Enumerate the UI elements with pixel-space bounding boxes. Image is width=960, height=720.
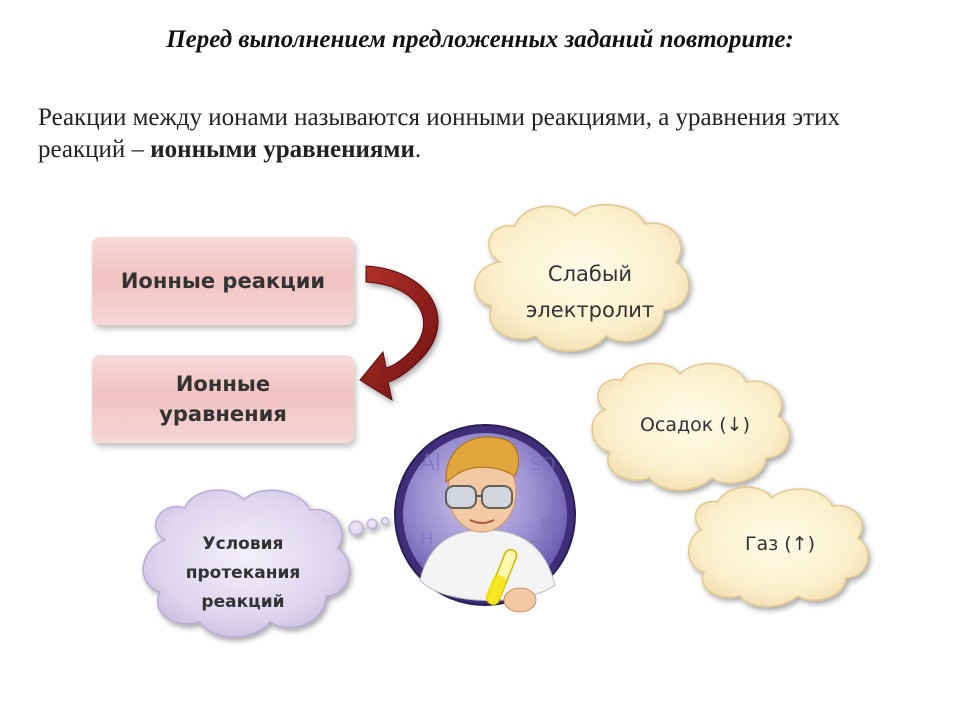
intro-text: Реакции между ионами называются ионными реакциями, а уравнения этих реакций –	[38, 104, 840, 163]
svg-text:H: H	[420, 529, 434, 550]
cloud-weak-electrolyte-label: Слабый электролит	[525, 262, 655, 322]
svg-text:Al: Al	[420, 451, 442, 476]
box-ionic-reactions	[92, 237, 354, 325]
box-ionic-equations-label: Ионные уравнения	[159, 372, 287, 426]
cloud-gas-label: Газ (↑)	[744, 533, 816, 555]
intro-text-end: .	[414, 136, 422, 163]
page-title: Перед выполнением предложенных заданий повторите:	[166, 26, 794, 53]
scientist-icon	[395, 425, 575, 612]
box-ionic-reactions-label: Ионные реакции	[120, 269, 326, 293]
thought-cloud-conditions-label: Условия протекания реакций	[185, 534, 301, 612]
intro-bold-term: ионными уравнениями	[150, 136, 415, 163]
box-ionic-equations	[92, 355, 354, 443]
svg-text:SO: SO	[530, 454, 556, 475]
cloud-precipitate-label: Осадок (↓)	[639, 414, 751, 436]
svg-text:Na: Na	[540, 515, 562, 534]
curved-arrow-icon	[360, 266, 438, 400]
